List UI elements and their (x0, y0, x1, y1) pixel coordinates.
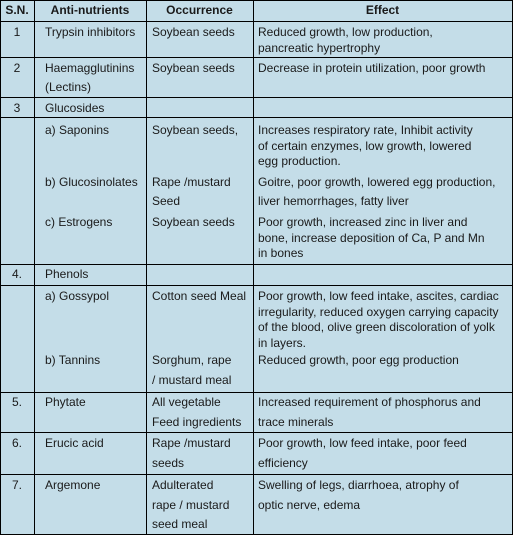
header-effect: Effect (365, 3, 400, 17)
column-divider (253, 0, 254, 535)
row-occurrence: All vegetable (152, 395, 221, 409)
row-occurrence: Soybean seeds (152, 61, 235, 75)
row-anti-nutrient: a) Saponins (45, 123, 110, 137)
row-divider (0, 117, 513, 118)
row-occurrence: Rape /mustard (152, 175, 231, 189)
row-effect: Swelling of legs, diarrhoea, atrophy of (258, 478, 459, 492)
row-anti-nutrient: b) Tannins (45, 353, 101, 367)
row-sn: 6. (11, 436, 22, 450)
row-sn: 3 (13, 101, 21, 115)
row-occurrence-line2: / mustard meal (152, 373, 232, 387)
row-sn: 7. (11, 478, 22, 492)
row-effect-line2: trace minerals (258, 415, 334, 429)
row-effect: Increases respiratory rate, Inhibit activity of certain enzymes, low growth, lowered egg production. (258, 123, 473, 168)
row-anti-nutrient: Haemagglutinins (45, 61, 135, 75)
row-divider (0, 264, 513, 265)
column-divider (146, 0, 147, 535)
row-divider (0, 57, 513, 58)
row-effect: Increased requirement of phosphorus and (258, 395, 481, 409)
row-divider (0, 474, 513, 475)
header-occurrence: Occurrence (166, 3, 233, 17)
row-effect: Reduced growth, low production, pancreatic hypertrophy (258, 25, 433, 55)
row-anti-nutrient: Phenols (45, 267, 89, 281)
row-occurrence-line2: rape / mustard (152, 498, 230, 512)
row-effect: Reduced growth, poor egg production (258, 353, 459, 367)
row-anti-nutrient: c) Estrogens (45, 215, 113, 229)
row-divider (0, 285, 513, 286)
row-effect: Poor growth, increased zinc in liver and bone, increase deposition of Ca, P and Mn in bones (258, 215, 485, 260)
row-occurrence: Rape /mustard (152, 436, 231, 450)
row-anti-nutrient: Argemone (45, 478, 101, 492)
row-occurrence: Soybean seeds (152, 215, 235, 229)
row-effect: Decrease in protein utilization, poor growth (258, 61, 486, 75)
row-occurrence: Soybean seeds, (152, 123, 239, 137)
row-occurrence: Soybean seeds (152, 25, 235, 39)
row-anti-nutrient: Phytate (45, 395, 86, 409)
row-effect: Goitre, poor growth, lowered egg production, (258, 175, 496, 189)
row-divider (0, 392, 513, 393)
header-anti-nutrients: Anti-nutrients (50, 3, 130, 17)
header-sn: S.N. (5, 3, 29, 17)
row-occurrence-line2: Seed (152, 194, 181, 208)
row-effect: Poor growth, low feed intake, ascites, cardiac irregularity, reduced oxygen carrying capacity of the blood, olive green discoloration of yolk in layers. (258, 289, 499, 350)
row-sn: 2 (13, 61, 21, 75)
row-sn: 1 (13, 25, 21, 39)
row-anti-nutrient: Glucosides (45, 101, 105, 115)
row-anti-nutrient: a) Gossypol (45, 289, 110, 303)
row-divider (0, 432, 513, 433)
row-effect-line2: efficiency (258, 456, 308, 470)
row-occurrence: Cotton seed Meal (152, 289, 247, 303)
row-occurrence-line2: seeds (152, 456, 185, 470)
row-divider (0, 0, 513, 1)
row-sn: 4. (11, 267, 22, 281)
row-anti-nutrient: Erucic acid (45, 436, 104, 450)
row-anti-nutrient-line2: (Lectins) (45, 80, 92, 94)
row-occurrence-line3: seed meal (152, 517, 208, 531)
row-anti-nutrient: Trypsin inhibitors (45, 25, 136, 39)
row-sn: 5. (11, 395, 22, 409)
row-occurrence: Adulterated (152, 478, 214, 492)
row-divider (0, 21, 513, 22)
row-occurrence: Sorghum, rape (152, 353, 232, 367)
row-effect: Poor growth, low feed intake, poor feed (258, 436, 467, 450)
row-divider (0, 97, 513, 98)
row-anti-nutrient: b) Glucosinolates (45, 175, 138, 189)
row-occurrence-line2: Feed ingredients (152, 415, 242, 429)
column-divider (34, 0, 35, 535)
row-effect-line2: liver hemorrhages, fatty liver (258, 194, 409, 208)
row-effect-line2: optic nerve, edema (258, 498, 361, 512)
